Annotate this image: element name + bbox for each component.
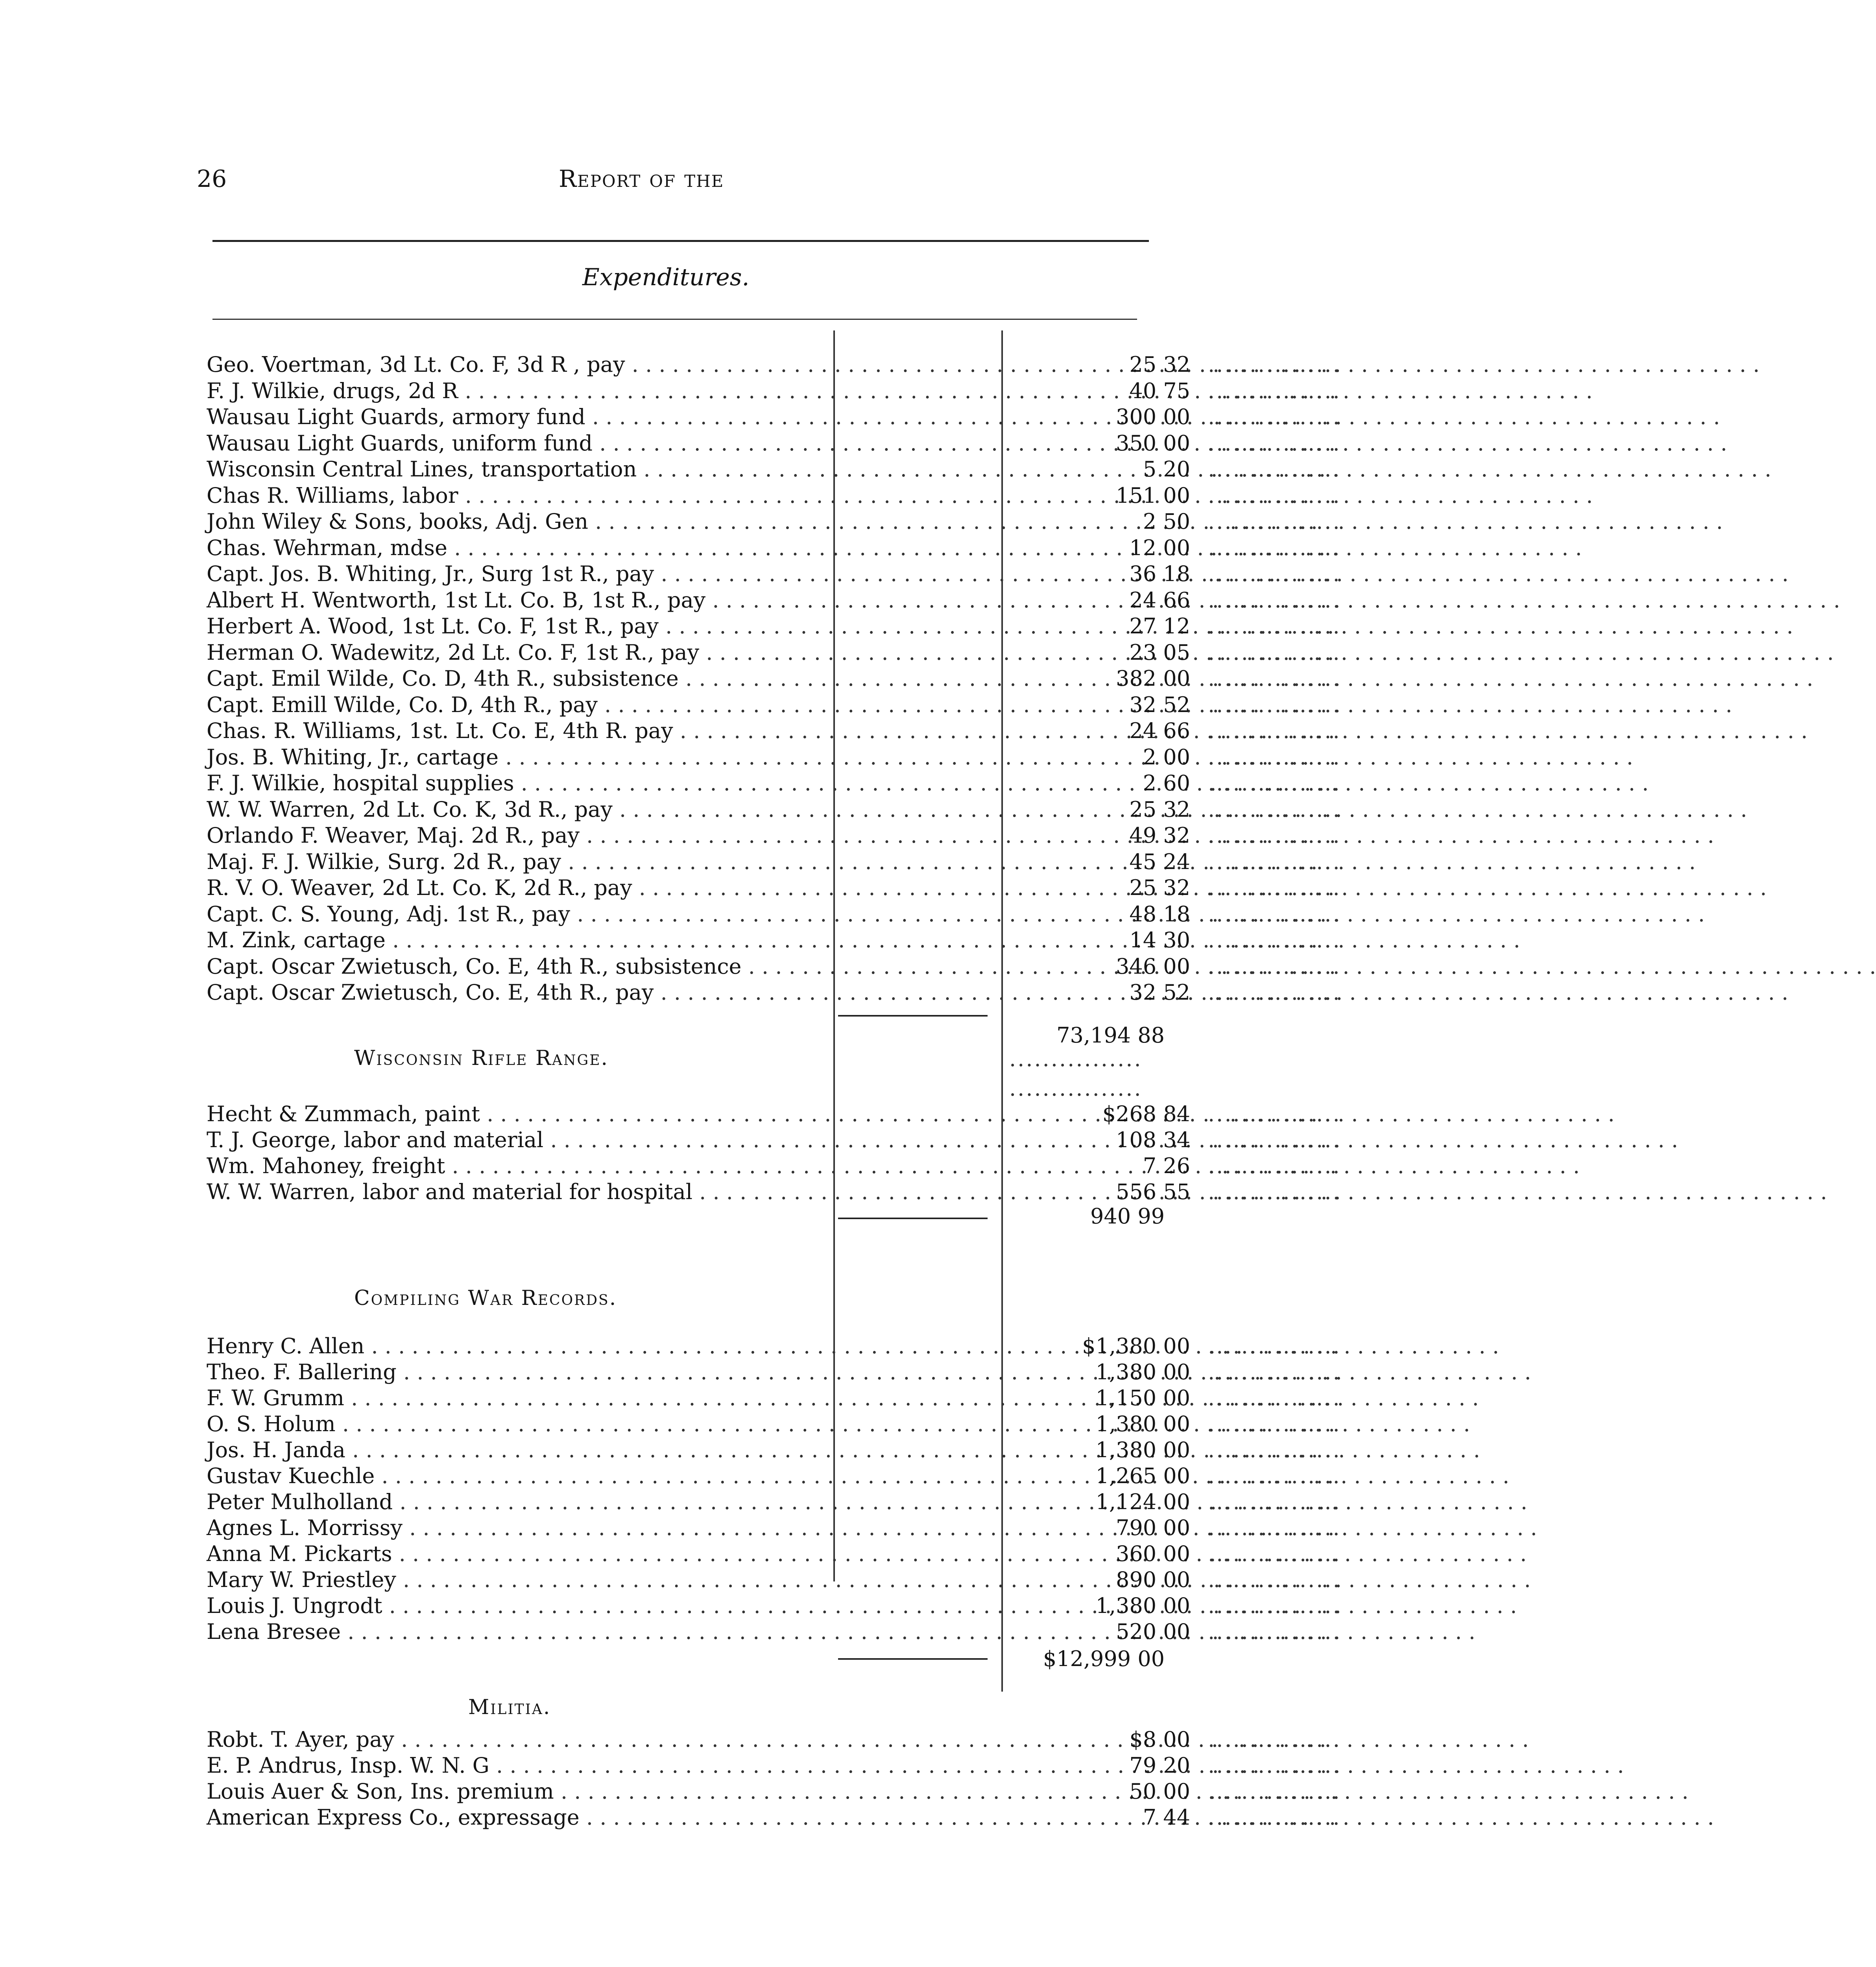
expense-leader: ................	[1208, 509, 1341, 534]
expense-amount: 48 18	[1129, 901, 1190, 926]
rifle-range-amount: 7 26	[1143, 1153, 1190, 1178]
expense-leader: ................	[1208, 797, 1341, 822]
expense-leader: ................	[1208, 771, 1341, 795]
expense-row	[207, 797, 1391, 823]
expense-payee: F. J. Wilkie, drugs, 2d R . . .	[207, 378, 828, 403]
rifle-range-amount: 556 55	[1116, 1179, 1190, 1204]
expense-leader: ................	[1208, 901, 1341, 926]
expense-row	[207, 431, 1391, 457]
expense-payee: Chas. R. Williams, 1st. Lt. Co. E, 4th R. pay . . .	[207, 718, 828, 743]
expense-leader: ................	[1208, 561, 1341, 586]
running-title: Report of the	[559, 165, 724, 193]
war-records-payee: Mary W. Priestley . . .	[207, 1567, 828, 1592]
war-records-payee: Henry C. Allen . . .	[207, 1334, 828, 1358]
expense-amount: 5 20	[1143, 457, 1190, 482]
expense-payee: W. W. Warren, 2d Lt. Co. K, 3d R., pay . . .	[207, 797, 828, 822]
expense-amount: 151 00	[1116, 483, 1190, 508]
war-records-row	[207, 1541, 1391, 1567]
expenditures-subheading: Expenditures.	[582, 264, 750, 291]
war-records-amount: 1,150 00	[1095, 1386, 1190, 1410]
war-records-row	[207, 1619, 1391, 1645]
expense-leader: ................	[1208, 954, 1341, 979]
expense-row	[207, 509, 1391, 535]
expense-payee: Maj. F. J. Wilkie, Surg. 2d R., pay . . .	[207, 849, 828, 874]
expense-amount: 14 30	[1129, 928, 1190, 952]
war-records-row	[207, 1593, 1391, 1619]
rifle-range-row	[207, 1153, 1391, 1179]
rifle-range-amount: 108 34	[1116, 1127, 1190, 1152]
rifle-range-payee: W. W. Warren, labor and material for hospital . . .	[207, 1179, 828, 1204]
expense-payee: M. Zink, cartage . . .	[207, 928, 828, 952]
war-records-leader: ................	[1208, 1437, 1341, 1462]
expense-amount: 25 32	[1129, 875, 1190, 900]
war-records-row	[207, 1489, 1391, 1515]
expense-amount: 36 18	[1129, 561, 1190, 586]
expense-leader: ................	[1208, 849, 1341, 874]
expense-row	[207, 640, 1391, 666]
subheading-rule	[212, 319, 1137, 320]
expense-amount: 25 32	[1129, 352, 1190, 377]
militia-row	[207, 1727, 1391, 1753]
rifle-range-row	[207, 1102, 1391, 1127]
expense-leader: ................	[1208, 587, 1341, 613]
war-records-leader: ................	[1208, 1463, 1341, 1488]
expense-payee: John Wiley & Sons, books, Adj. Gen . . .	[207, 509, 828, 534]
expense-payee: Wausau Light Guards, armory fund . . .	[207, 404, 828, 429]
section2-leader: ................	[1009, 1046, 1143, 1071]
expense-row	[207, 378, 1391, 404]
expense-amount: 40 75	[1129, 378, 1190, 403]
expense-amount: 2 00	[1143, 744, 1190, 769]
expense-row	[207, 718, 1391, 744]
rifle-range-row	[207, 1127, 1391, 1153]
militia-row	[207, 1779, 1391, 1805]
expense-row	[207, 457, 1391, 483]
expense-leader: ................	[1208, 483, 1341, 508]
expense-row	[207, 614, 1391, 640]
expense-amount: 12 00	[1129, 535, 1190, 560]
expense-row	[207, 745, 1391, 771]
war-records-payee: Agnes L. Morrissy . . .	[207, 1515, 828, 1540]
expense-payee: Orlando F. Weaver, Maj. 2d R., pay . . .	[207, 823, 828, 848]
rifle-range-leader: ................	[1208, 1127, 1341, 1152]
expense-row	[207, 954, 1391, 980]
war-records-payee: Lena Bresee . . .	[207, 1619, 828, 1644]
expense-row	[207, 352, 1391, 378]
militia-amount: $8 00	[1129, 1727, 1190, 1752]
expense-leader: ................	[1208, 457, 1341, 482]
expense-leader: ................	[1208, 352, 1341, 377]
war-records-row	[207, 1386, 1391, 1412]
war-records-row	[207, 1412, 1391, 1437]
war-records-row	[207, 1463, 1391, 1489]
militia-amount: 50 00	[1129, 1779, 1190, 1804]
rifle-range-leader: ................	[1208, 1102, 1341, 1126]
war-records-amount: 1,380 00	[1095, 1437, 1190, 1462]
expense-payee: Capt. C. S. Young, Adj. 1st R., pay . . .	[207, 902, 828, 926]
war-records-leader: ................	[1208, 1515, 1341, 1540]
expense-payee: Wisconsin Central Lines, transportation . . .	[207, 457, 828, 482]
section1-total: 73,194 88	[1056, 1023, 1165, 1048]
war-records-payee: O. S. Holum . . .	[207, 1412, 828, 1436]
war-records-leader: ................	[1208, 1567, 1341, 1592]
expense-leader: ................	[1208, 718, 1341, 743]
war-records-amount: 790 00	[1116, 1515, 1190, 1540]
war-records-amount: 1,380 00	[1095, 1593, 1190, 1618]
expense-payee: Herbert A. Wood, 1st Lt. Co. F, 1st R., pay . . .	[207, 614, 828, 638]
expense-row	[207, 980, 1391, 1006]
expense-leader: ................	[1208, 430, 1341, 456]
war-records-leader: ................	[1208, 1334, 1341, 1358]
war-records-payee: Peter Mulholland . . .	[207, 1489, 828, 1514]
section2-total: 940 99	[1090, 1204, 1165, 1229]
expense-amount: 24 66	[1129, 718, 1190, 743]
expense-leader: ................	[1208, 378, 1341, 403]
expense-leader: ................	[1208, 614, 1341, 638]
expense-amount: 25 32	[1129, 797, 1190, 822]
rifle-range-payee: T. J. George, labor and material . . .	[207, 1127, 828, 1152]
expense-row	[207, 849, 1391, 875]
expense-payee: Capt. Emil Wilde, Co. D, 4th R., subsistence . . .	[207, 666, 828, 691]
war-records-leader: ................	[1208, 1489, 1341, 1514]
war-records-amount: $1,380 00	[1082, 1334, 1190, 1358]
expense-amount: 382 00	[1116, 666, 1190, 691]
expense-row	[207, 666, 1391, 692]
expense-leader: ................	[1208, 980, 1341, 1005]
rifle-range-payee: Wm. Mahoney, freight . . .	[207, 1153, 828, 1178]
militia-leader: ................	[1208, 1805, 1341, 1830]
rifle-range-amount: $268 84	[1102, 1102, 1190, 1126]
expense-amount: 2 50	[1143, 509, 1190, 534]
expense-row	[207, 771, 1391, 797]
expense-row	[207, 404, 1391, 430]
war-records-amount: 890 00	[1116, 1567, 1190, 1592]
expense-leader: ................	[1208, 535, 1341, 560]
militia-payee: Louis Auer & Son, Ins. premium . . .	[207, 1779, 828, 1804]
expense-row	[207, 535, 1391, 561]
expense-amount: 27 12	[1129, 614, 1190, 638]
expense-row	[207, 692, 1391, 718]
war-records-leader: ................	[1208, 1412, 1341, 1436]
expense-row	[207, 902, 1391, 928]
expense-amount: 32 52	[1129, 980, 1190, 1005]
rifle-range-leader: ................	[1208, 1153, 1341, 1178]
war-records-leader: ................	[1208, 1541, 1341, 1566]
war-records-payee: F. W. Grumm . . .	[207, 1386, 828, 1410]
expense-row	[207, 561, 1391, 587]
war-records-row	[207, 1567, 1391, 1593]
expense-payee: Capt. Oscar Zwietusch, Co. E, 4th R., pay . . .	[207, 980, 828, 1005]
expense-payee: Wausau Light Guards, uniform fund . . .	[207, 431, 828, 456]
war-records-payee: Anna M. Pickarts . . .	[207, 1541, 828, 1566]
expense-row	[207, 875, 1391, 901]
war-records-leader: ................	[1208, 1593, 1341, 1618]
war-records-leader: ................	[1208, 1386, 1341, 1410]
war-records-payee: Jos. H. Janda . . .	[207, 1437, 828, 1462]
expense-leader: ................	[1208, 692, 1341, 717]
war-records-row	[207, 1360, 1391, 1386]
militia-leader: ................	[1208, 1753, 1341, 1778]
rifle-range-row	[207, 1179, 1391, 1205]
war-records-amount: 520 00	[1116, 1619, 1190, 1644]
section2-leader-b: ................	[1009, 1076, 1143, 1101]
militia-payee: E. P. Andrus, Insp. W. N. G . . .	[207, 1753, 828, 1778]
war-records-amount: 1,265 00	[1095, 1463, 1190, 1488]
militia-payee: Robt. T. Ayer, pay . . .	[207, 1727, 828, 1752]
expense-payee: Herman O. Wadewitz, 2d Lt. Co. F, 1st R., pay . . .	[207, 640, 828, 665]
expense-amount: 23 05	[1129, 640, 1190, 665]
rifle-range-payee: Hecht & Zummach, paint . . .	[207, 1102, 828, 1126]
expense-row	[207, 823, 1391, 849]
expense-row	[207, 483, 1391, 509]
war-records-payee: Louis J. Ungrodt . . .	[207, 1593, 828, 1618]
expense-payee: Chas R. Williams, labor . . .	[207, 483, 828, 508]
expense-leader: ................	[1208, 823, 1341, 848]
expense-amount: 45 24	[1129, 849, 1190, 874]
war-records-row	[207, 1437, 1391, 1463]
war-records-leader: ................	[1208, 1619, 1341, 1644]
expense-payee: Capt. Emill Wilde, Co. D, 4th R., pay . . .	[207, 692, 828, 717]
expense-payee: Jos. B. Whiting, Jr., cartage . . .	[207, 745, 828, 769]
expense-leader: ................	[1208, 640, 1341, 665]
section1-sum-rule	[838, 1015, 988, 1017]
war-records-amount: 360 00	[1116, 1541, 1190, 1566]
war-records-amount: 1,124 00	[1095, 1489, 1190, 1514]
section2-title: Wisconsin Rifle Range.	[354, 1046, 609, 1070]
militia-amount: 7 44	[1143, 1805, 1190, 1830]
war-records-leader: ................	[1208, 1360, 1341, 1384]
expense-amount: 24 66	[1129, 587, 1190, 613]
war-records-payee: Gustav Kuechle . . .	[207, 1463, 828, 1488]
war-records-amount: 1,380 00	[1095, 1412, 1190, 1436]
war-records-payee: Theo. F. Ballering . . .	[207, 1360, 828, 1384]
expense-row	[207, 928, 1391, 954]
section3-total: $12,999 00	[1043, 1646, 1165, 1671]
expense-leader: ................	[1208, 875, 1341, 900]
header-rule	[212, 240, 1149, 242]
expense-payee: Capt. Jos. B. Whiting, Jr., Surg 1st R., pay . . .	[207, 561, 828, 586]
expense-amount: 346 00	[1116, 954, 1190, 979]
war-records-row	[207, 1334, 1391, 1360]
expense-payee: F. J. Wilkie, hospital supplies . . .	[207, 771, 828, 795]
militia-row	[207, 1753, 1391, 1779]
militia-leader: ................	[1208, 1727, 1341, 1752]
expense-leader: ................	[1208, 928, 1341, 952]
expense-leader: ................	[1208, 744, 1341, 769]
expense-payee: Geo. Voertman, 3d Lt. Co. F, 3d R , pay . . .	[207, 352, 828, 377]
page-number: 26	[197, 165, 227, 193]
section3-title: Compiling War Records.	[354, 1286, 617, 1310]
expense-leader: ................	[1208, 404, 1341, 429]
expense-amount: 350 00	[1116, 430, 1190, 456]
expense-amount: 32 52	[1129, 692, 1190, 717]
expense-amount: 2 60	[1143, 771, 1190, 795]
expense-row	[207, 588, 1391, 614]
section3-sum-rule	[838, 1658, 988, 1660]
expense-amount: 49 32	[1129, 823, 1190, 848]
section2-sum-rule	[838, 1218, 988, 1219]
war-records-amount: 1,380 00	[1095, 1360, 1190, 1384]
militia-payee: American Express Co., expressage . . .	[207, 1805, 828, 1830]
expense-payee: Albert H. Wentworth, 1st Lt. Co. B, 1st R., pay . . .	[207, 588, 828, 613]
militia-row	[207, 1805, 1391, 1831]
militia-leader: ................	[1208, 1779, 1341, 1804]
expense-payee: Capt. Oscar Zwietusch, Co. E, 4th R., subsistence . . .	[207, 954, 828, 979]
section4-title: Militia.	[468, 1696, 551, 1719]
war-records-row	[207, 1515, 1391, 1541]
militia-amount: 79 20	[1129, 1753, 1190, 1778]
rifle-range-leader: ................	[1208, 1179, 1341, 1204]
expense-amount: 300 00	[1116, 404, 1190, 429]
expense-payee: Chas. Wehrman, mdse . . .	[207, 535, 828, 560]
expense-leader: ................	[1208, 666, 1341, 691]
expense-payee: R. V. O. Weaver, 2d Lt. Co. K, 2d R., pay . . .	[207, 875, 828, 900]
